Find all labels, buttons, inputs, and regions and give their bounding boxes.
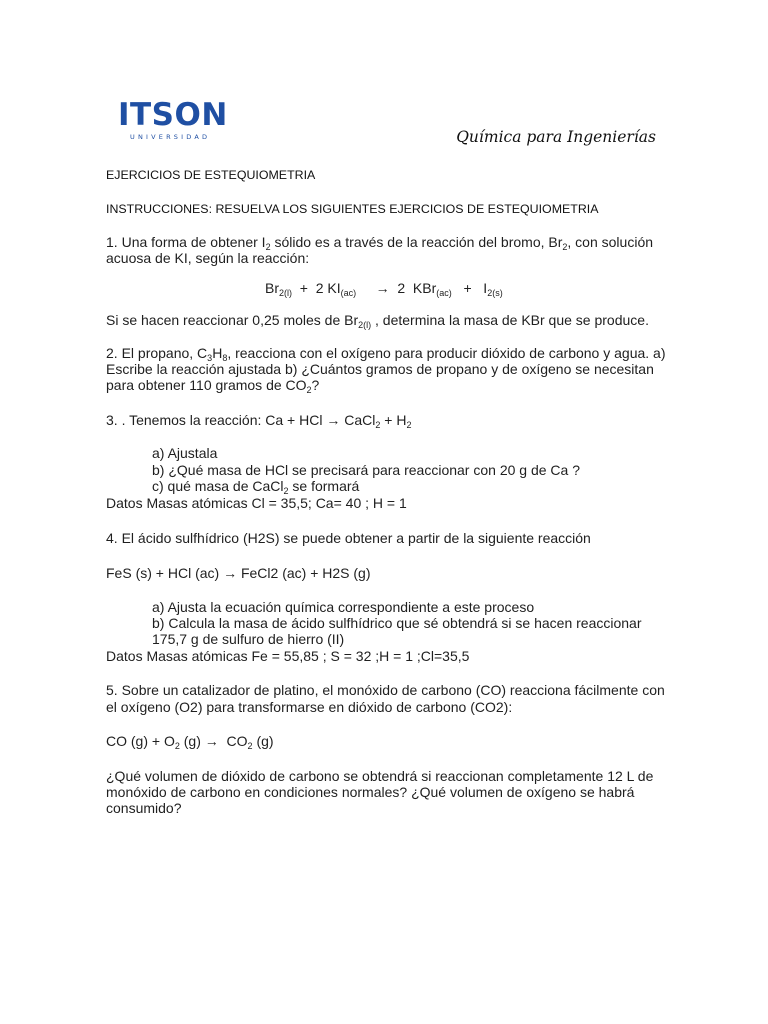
subscript: 3 [207,353,213,363]
ex5-line1: 5. Sobre un catalizador de platino, el monóxido de carbono (CO) reacciona fácilmente con [106,682,665,698]
ex5-question1: ¿Qué volumen de dióxido de carbono se obtendrá si reaccionan completamente 12 L de [106,768,654,784]
subscript: 2 [375,420,381,430]
ex4-data: Datos Masas atómicas Fe = 55,85 ; S = 32 ;H = 1 ;Cl=35,5 [106,648,470,664]
ex2-text: ? [311,377,320,393]
eq-part: (g) [252,733,274,749]
ex3-line1 [106,412,411,429]
subscript: 2(l) [279,288,292,298]
ex1-text: , determina la masa de KBr que se produce. [371,312,649,328]
ex5-equation [106,733,274,750]
ex2-line1 [106,345,666,362]
instructions: INSTRUCCIONES: RESUELVA LOS SIGUIENTES EJERCICIOS DE ESTEQUIOMETRIA [106,202,599,216]
ex3-text: se formará [288,478,360,494]
subscript: 2(l) [358,320,372,330]
ex2-text: 2. El propano, C [106,345,208,361]
ex2-line3 [106,377,319,394]
ex5-question2: monóxido de carbono en condiciones normales? ¿Qué volumen de oxígeno se habrá [106,784,635,800]
ex1-text: Una forma de obtener I [117,234,266,250]
ex1-line3 [106,312,649,329]
eq-part: + I [451,280,488,296]
course-title: Química para Ingenierías [456,128,656,146]
itson-logo [118,97,228,141]
ex1-line2: acuosa de KI, según la reacción: [106,250,310,266]
logo-subtext: UNIVERSIDAD [130,133,211,141]
ex2-text: para obtener 110 gramos de CO [106,377,307,393]
ex3-text: 3. . Tenemos la reacción: Ca + HCl → CaCl [106,412,376,428]
ex3-text: + H [380,412,407,428]
ex1-text: sólido es a través de la reacción del bromo, Br [270,234,563,250]
ex5-question3: consumido? [106,800,182,816]
subscript: (ac) [436,288,452,298]
ex1-line1 [106,234,653,251]
eq-part: CO (g) + O [106,733,175,749]
subscript: 2(s) [487,288,503,298]
subscript: 2 [265,242,271,252]
ex4-line1: 4. El ácido sulfhídrico (H2S) se puede obtener a partir de la siguiente reacción [106,530,591,546]
eq-part: + 2 KI [292,280,341,296]
subscript: 2 [306,385,312,395]
ex3-item-a: a) Ajustala [152,445,218,461]
subscript: 2 [174,741,180,751]
subscript: 8 [222,353,228,363]
ex3-item-b: b) ¿Qué masa de HCl se precisará para reaccionar con 20 g de Ca ? [152,462,580,478]
document-title: EJERCICIOS DE ESTEQUIOMETRIA [106,168,316,182]
subscript: 2 [562,242,568,252]
ex5-line2: el oxígeno (O2) para transformarse en dióxido de carbono (CO2): [106,699,513,715]
ex2-text: H [212,345,223,361]
subscript: 2 [406,420,412,430]
ex1-text: Si se hacen reaccionar 0,25 moles de Br [106,312,359,328]
subscript: (ac) [340,288,357,298]
eq-part: → 2 KBr [356,280,437,296]
ex4-item-b: b) Calcula la masa de ácido sulfhídrico que sé obtendrá si se hacen reaccionar [152,615,642,631]
ex2-line2: Escribe la reacción ajustada b) ¿Cuántos gramos de propano y de oxígeno se necesitan [106,361,654,377]
subscript: 2 [247,741,253,751]
ex4-item-a: a) Ajusta la ecuación química correspondiente a este proceso [152,599,535,615]
ex4-equation: FeS (s) + HCl (ac) → FeCl2 (ac) + H2S (g) [106,565,371,581]
subscript: 2 [283,486,289,496]
ex3-data: Datos Masas atómicas Cl = 35,5; Ca= 40 ; H = 1 [106,495,407,511]
ex2-text: , reacciona con el oxígeno para producir dióxido de carbono y agua. a) [227,345,666,361]
eq-part: Br [265,280,279,296]
ex1-text: , con solución [567,234,654,250]
ex1-number: 1. [106,234,118,250]
ex3-item-c [152,478,359,495]
eq-part: (g) → CO [179,733,248,749]
logo-text: ITSON [118,97,228,133]
ex1-equation [265,280,503,297]
ex3-text: c) qué masa de CaCl [152,478,284,494]
ex4-item-b2: 175,7 g de sulfuro de hierro (II) [152,631,345,647]
